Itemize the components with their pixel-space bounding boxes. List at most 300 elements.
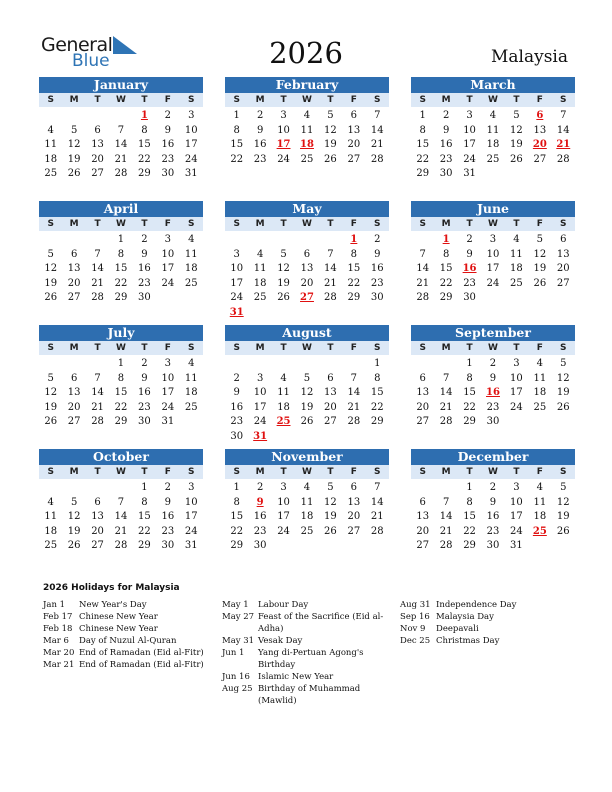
- day-cell: 19: [44, 277, 58, 289]
- day-cell: 18: [184, 263, 198, 274]
- day-cell: 28: [91, 292, 104, 303]
- holiday-date: Mar 6: [43, 636, 69, 646]
- weekday-label: M: [441, 343, 451, 353]
- day-cell: 27: [416, 416, 430, 427]
- day-cell: 19: [510, 139, 523, 150]
- day-cell: 26: [556, 401, 570, 413]
- weekday-label: M: [69, 343, 79, 353]
- day-cell: 24: [253, 416, 267, 427]
- day-cell: 8: [117, 248, 125, 260]
- empty-cell: [342, 357, 365, 372]
- holiday-item: [43, 611, 209, 623]
- day-cell: 11: [300, 496, 314, 508]
- day-cell: 23: [486, 525, 500, 537]
- empty-cell: [225, 233, 248, 248]
- holiday-name: Feast of the Sacrifice (Eid al-Adha): [258, 612, 384, 634]
- holiday-name: Chinese New Year: [79, 624, 158, 634]
- month-title: May: [225, 201, 389, 217]
- month-title: March: [411, 77, 575, 93]
- day-cell: 8: [141, 124, 148, 136]
- weekday-label: S: [374, 343, 381, 353]
- holiday-date: Jun 1: [222, 648, 245, 658]
- day-cell: 29: [463, 416, 476, 427]
- day-cell: 13: [533, 124, 547, 136]
- weekday-header: [39, 465, 203, 479]
- day-cell: 26: [556, 525, 570, 537]
- day-cell: 16: [161, 511, 175, 522]
- weekday-label: W: [116, 343, 126, 353]
- day-cell: 3: [280, 482, 287, 493]
- holiday-day: 16: [462, 263, 477, 274]
- day-cell: 12: [44, 263, 58, 274]
- holiday-name: Deepavali: [436, 624, 479, 634]
- day-cell: 4: [47, 496, 54, 508]
- weekday-label: M: [69, 467, 79, 477]
- weekday-label: S: [47, 467, 54, 477]
- day-cell: 14: [370, 496, 384, 508]
- day-cell: 6: [560, 234, 567, 245]
- holiday-date: Jan 1: [43, 600, 66, 610]
- day-cell: 5: [70, 496, 78, 508]
- day-cell: 10: [253, 387, 267, 398]
- day-cell: 31: [161, 416, 175, 427]
- holiday-day: 9: [256, 496, 264, 508]
- day-cell: 13: [67, 263, 81, 274]
- weekday-label: T: [280, 95, 287, 105]
- day-cell: 25: [486, 153, 500, 165]
- weekday-label: W: [488, 343, 498, 353]
- day-cell: 9: [489, 496, 497, 508]
- empty-cell: [225, 357, 248, 372]
- weekday-label: T: [466, 343, 473, 353]
- day-cell: 11: [184, 372, 198, 384]
- day-cell: 26: [324, 153, 337, 165]
- day-cell: 18: [300, 511, 314, 522]
- day-cell: 3: [164, 358, 172, 369]
- day-cell: 30: [161, 168, 175, 179]
- weekday-label: F: [536, 343, 543, 353]
- weekday-label: S: [419, 467, 426, 477]
- holiday-name: End of Ramadan (Eid al-Fitr): [79, 660, 204, 670]
- day-cell: 5: [47, 372, 54, 384]
- holiday-name: Malaysia Day: [436, 612, 494, 622]
- weekday-label: S: [233, 467, 240, 477]
- day-cell: 19: [44, 401, 58, 413]
- month-june: [411, 201, 575, 306]
- weekday-label: T: [94, 219, 101, 229]
- weekday-header: [225, 93, 389, 107]
- day-cell: 7: [117, 124, 125, 136]
- day-cell: 16: [253, 139, 267, 150]
- day-grid: [225, 481, 389, 554]
- day-cell: 8: [117, 372, 125, 384]
- day-cell: 18: [533, 511, 547, 522]
- calendar-year: 2026: [269, 36, 343, 70]
- weekday-label: M: [441, 467, 451, 477]
- day-cell: 6: [94, 496, 101, 508]
- day-cell: 2: [466, 234, 473, 245]
- day-grid: [411, 357, 575, 430]
- day-cell: 22: [463, 401, 476, 413]
- holiday-date: May 1: [222, 600, 249, 610]
- day-cell: 4: [188, 358, 195, 369]
- day-cell: 29: [114, 292, 128, 303]
- day-cell: 16: [370, 263, 384, 274]
- day-cell: 19: [324, 511, 337, 522]
- weekday-label: T: [466, 467, 473, 477]
- day-cell: 25: [184, 401, 198, 413]
- weekday-header: [225, 217, 389, 231]
- day-cell: 12: [67, 511, 81, 522]
- day-cell: 22: [114, 277, 128, 289]
- day-cell: 7: [374, 110, 381, 121]
- day-cell: 14: [114, 511, 128, 522]
- day-cell: 20: [347, 139, 361, 150]
- day-cell: 17: [184, 511, 198, 522]
- empty-cell: [86, 357, 109, 372]
- weekday-label: S: [47, 219, 54, 229]
- brand-name-general: General: [41, 34, 113, 56]
- day-cell: 11: [510, 248, 523, 260]
- day-cell: 30: [230, 430, 244, 442]
- day-cell: 3: [256, 372, 264, 384]
- day-cell: 22: [463, 525, 476, 537]
- weekday-label: T: [327, 343, 334, 353]
- holiday-date: Dec 25: [400, 636, 431, 646]
- day-grid: [411, 481, 575, 554]
- day-cell: 23: [439, 153, 453, 165]
- day-cell: 23: [161, 525, 175, 537]
- day-cell: 17: [277, 511, 290, 522]
- weekday-label: F: [536, 467, 543, 477]
- day-cell: 31: [184, 168, 198, 179]
- day-cell: 8: [442, 248, 450, 260]
- day-cell: 24: [184, 525, 198, 537]
- day-cell: 24: [184, 153, 198, 165]
- day-cell: 7: [419, 248, 426, 260]
- holidays-column: [400, 599, 566, 647]
- day-cell: 19: [67, 525, 81, 537]
- holiday-day: 25: [276, 416, 291, 427]
- day-cell: 3: [188, 110, 195, 121]
- day-cell: 27: [67, 292, 81, 303]
- holiday-name: Christmas Day: [436, 636, 500, 646]
- day-cell: 1: [233, 110, 240, 121]
- day-cell: 13: [300, 263, 314, 274]
- day-cell: 11: [277, 387, 290, 398]
- day-cell: 23: [138, 401, 151, 413]
- day-cell: 11: [533, 496, 547, 508]
- day-cell: 6: [94, 124, 101, 136]
- day-cell: 8: [141, 496, 148, 508]
- holiday-date: Aug 25: [222, 684, 253, 694]
- day-cell: 14: [91, 387, 104, 398]
- day-cell: 15: [230, 511, 244, 522]
- weekday-label: F: [350, 95, 357, 105]
- day-cell: 9: [164, 124, 172, 136]
- empty-cell: [411, 481, 434, 496]
- day-cell: 22: [138, 525, 151, 537]
- day-cell: 1: [419, 110, 426, 121]
- day-cell: 15: [230, 139, 244, 150]
- day-cell: 12: [556, 372, 570, 384]
- day-cell: 3: [280, 110, 287, 121]
- day-cell: 6: [419, 496, 426, 508]
- empty-cell: [39, 481, 62, 496]
- day-cell: 5: [327, 482, 334, 493]
- day-cell: 18: [486, 139, 500, 150]
- weekday-label: T: [94, 467, 101, 477]
- month-december: [411, 449, 575, 554]
- empty-cell: [86, 233, 109, 248]
- day-cell: 26: [510, 153, 523, 165]
- day-cell: 4: [47, 124, 54, 136]
- holiday-name: Labour Day: [258, 600, 309, 610]
- weekday-label: M: [255, 95, 265, 105]
- day-cell: 14: [556, 124, 570, 136]
- day-cell: 30: [486, 416, 500, 427]
- empty-cell: [411, 233, 434, 248]
- day-cell: 28: [556, 153, 570, 165]
- day-cell: 23: [161, 153, 175, 165]
- holiday-day: 1: [140, 110, 148, 121]
- day-cell: 23: [230, 416, 244, 427]
- day-cell: 27: [556, 277, 570, 289]
- day-cell: 28: [416, 292, 430, 303]
- holiday-day: 25: [532, 525, 547, 537]
- weekday-label: S: [188, 343, 195, 353]
- month-title: October: [39, 449, 203, 465]
- empty-cell: [109, 481, 132, 496]
- holiday-name: Vesak Day: [258, 636, 303, 646]
- day-cell: 7: [374, 482, 381, 493]
- holiday-item: [43, 647, 209, 659]
- day-cell: 7: [442, 496, 450, 508]
- day-cell: 19: [300, 401, 314, 413]
- day-cell: 2: [141, 234, 148, 245]
- empty-cell: [248, 357, 271, 372]
- holiday-day: 1: [350, 234, 358, 245]
- day-cell: 7: [117, 496, 125, 508]
- day-cell: 6: [70, 372, 78, 384]
- day-cell: 8: [466, 372, 473, 384]
- day-cell: 10: [230, 263, 244, 274]
- day-cell: 6: [327, 372, 334, 384]
- day-cell: 28: [91, 416, 104, 427]
- month-november: [225, 449, 389, 554]
- weekday-label: S: [188, 219, 195, 229]
- empty-cell: [62, 481, 85, 496]
- day-cell: 24: [510, 401, 523, 413]
- month-title: November: [225, 449, 389, 465]
- day-cell: 4: [256, 248, 264, 260]
- weekday-label: T: [141, 219, 148, 229]
- month-october: [39, 449, 203, 554]
- holidays-title: 2026 Holidays for Malaysia: [43, 583, 180, 593]
- day-cell: 22: [370, 401, 384, 413]
- day-cell: 24: [230, 292, 244, 303]
- holiday-day: 17: [276, 139, 291, 150]
- weekday-label: T: [141, 467, 148, 477]
- day-cell: 20: [324, 401, 337, 413]
- day-cell: 13: [416, 511, 430, 522]
- weekday-label: W: [302, 219, 312, 229]
- day-cell: 13: [91, 511, 104, 522]
- holidays-column: [222, 599, 388, 707]
- day-cell: 25: [253, 292, 267, 303]
- day-cell: 20: [416, 401, 430, 413]
- weekday-label: T: [94, 95, 101, 105]
- day-cell: 24: [161, 277, 175, 289]
- weekday-label: W: [488, 467, 498, 477]
- day-cell: 16: [486, 511, 500, 522]
- weekday-header: [411, 217, 575, 231]
- day-cell: 21: [439, 401, 453, 413]
- day-cell: 30: [370, 292, 384, 303]
- day-cell: 10: [184, 124, 198, 136]
- day-cell: 16: [439, 139, 453, 150]
- day-cell: 26: [44, 416, 58, 427]
- day-cell: 31: [510, 540, 523, 551]
- day-cell: 23: [463, 277, 476, 289]
- day-cell: 19: [324, 139, 337, 150]
- day-cell: 7: [94, 372, 101, 384]
- day-cell: 8: [350, 248, 358, 260]
- holiday-item: [222, 683, 388, 707]
- day-cell: 26: [300, 416, 314, 427]
- weekday-label: S: [188, 95, 195, 105]
- day-cell: 5: [280, 248, 287, 260]
- day-cell: 29: [230, 540, 244, 551]
- weekday-label: M: [69, 219, 79, 229]
- day-cell: 25: [300, 525, 314, 537]
- day-cell: 17: [510, 387, 523, 398]
- day-cell: 23: [370, 277, 384, 289]
- weekday-label: T: [513, 343, 520, 353]
- day-cell: 29: [439, 292, 453, 303]
- weekday-header: [39, 93, 203, 107]
- weekday-label: M: [255, 467, 265, 477]
- day-cell: 15: [370, 387, 384, 398]
- holiday-name: Yang di-Pertuan Agong's Birthday: [258, 648, 364, 670]
- day-cell: 14: [416, 263, 430, 274]
- weekday-label: S: [233, 95, 240, 105]
- day-grid: [225, 357, 389, 444]
- day-cell: 26: [67, 540, 81, 551]
- day-cell: 18: [510, 263, 523, 274]
- day-cell: 12: [300, 387, 314, 398]
- day-cell: 10: [486, 248, 500, 260]
- holiday-day: 6: [536, 110, 544, 121]
- day-cell: 31: [463, 168, 476, 179]
- day-cell: 24: [463, 153, 476, 165]
- day-cell: 6: [350, 110, 358, 121]
- day-cell: 21: [114, 153, 128, 165]
- holiday-item: [400, 599, 566, 611]
- day-cell: 22: [230, 153, 244, 165]
- day-cell: 1: [117, 358, 125, 369]
- day-cell: 11: [533, 372, 547, 384]
- day-cell: 10: [277, 496, 290, 508]
- day-cell: 9: [141, 372, 148, 384]
- day-cell: 4: [280, 372, 287, 384]
- day-cell: 15: [114, 263, 128, 274]
- day-cell: 9: [256, 124, 264, 136]
- day-cell: 27: [347, 153, 361, 165]
- day-cell: 4: [303, 110, 311, 121]
- day-cell: 25: [44, 540, 58, 551]
- weekday-label: F: [350, 467, 357, 477]
- day-cell: 3: [233, 248, 240, 260]
- day-cell: 4: [513, 234, 520, 245]
- day-cell: 5: [70, 124, 78, 136]
- weekday-label: T: [466, 95, 473, 105]
- weekday-label: F: [164, 95, 171, 105]
- weekday-label: F: [164, 219, 171, 229]
- day-cell: 12: [556, 496, 570, 508]
- day-cell: 23: [253, 525, 267, 537]
- weekday-header: [411, 341, 575, 355]
- weekday-label: T: [280, 467, 287, 477]
- holiday-name: Independence Day: [436, 600, 517, 610]
- day-cell: 8: [233, 496, 240, 508]
- country-name: Malaysia: [490, 47, 568, 67]
- day-cell: 1: [117, 234, 125, 245]
- day-cell: 2: [256, 482, 264, 493]
- holiday-date: May 31: [222, 636, 255, 646]
- day-grid: [39, 481, 203, 554]
- day-cell: 30: [138, 416, 151, 427]
- day-cell: 17: [230, 277, 244, 289]
- day-cell: 31: [184, 540, 198, 551]
- empty-cell: [62, 109, 85, 124]
- day-cell: 12: [277, 263, 290, 274]
- day-cell: 14: [91, 263, 104, 274]
- day-cell: 1: [374, 358, 381, 369]
- day-cell: 21: [370, 139, 384, 150]
- day-cell: 7: [442, 372, 450, 384]
- day-cell: 2: [489, 482, 497, 493]
- day-cell: 12: [324, 496, 337, 508]
- day-cell: 19: [556, 511, 570, 522]
- day-cell: 27: [416, 540, 430, 551]
- day-cell: 3: [466, 110, 473, 121]
- day-cell: 15: [347, 263, 361, 274]
- weekday-label: W: [116, 219, 126, 229]
- day-cell: 10: [161, 372, 175, 384]
- empty-cell: [39, 233, 62, 248]
- day-cell: 22: [138, 153, 151, 165]
- holiday-day: 21: [556, 139, 571, 150]
- holiday-item: [43, 623, 209, 635]
- weekday-label: T: [280, 343, 287, 353]
- day-cell: 5: [560, 358, 567, 369]
- holiday-name: New Year's Day: [79, 600, 147, 610]
- day-cell: 16: [253, 511, 267, 522]
- month-title: August: [225, 325, 389, 341]
- day-cell: 2: [374, 234, 381, 245]
- holiday-date: Mar 21: [43, 660, 75, 670]
- day-cell: 6: [303, 248, 311, 260]
- weekday-label: S: [47, 95, 54, 105]
- day-cell: 2: [141, 358, 148, 369]
- day-cell: 27: [324, 416, 337, 427]
- day-cell: 3: [164, 234, 172, 245]
- month-january: [39, 77, 203, 182]
- weekday-label: S: [560, 467, 567, 477]
- day-cell: 3: [513, 358, 520, 369]
- day-cell: 18: [44, 525, 58, 537]
